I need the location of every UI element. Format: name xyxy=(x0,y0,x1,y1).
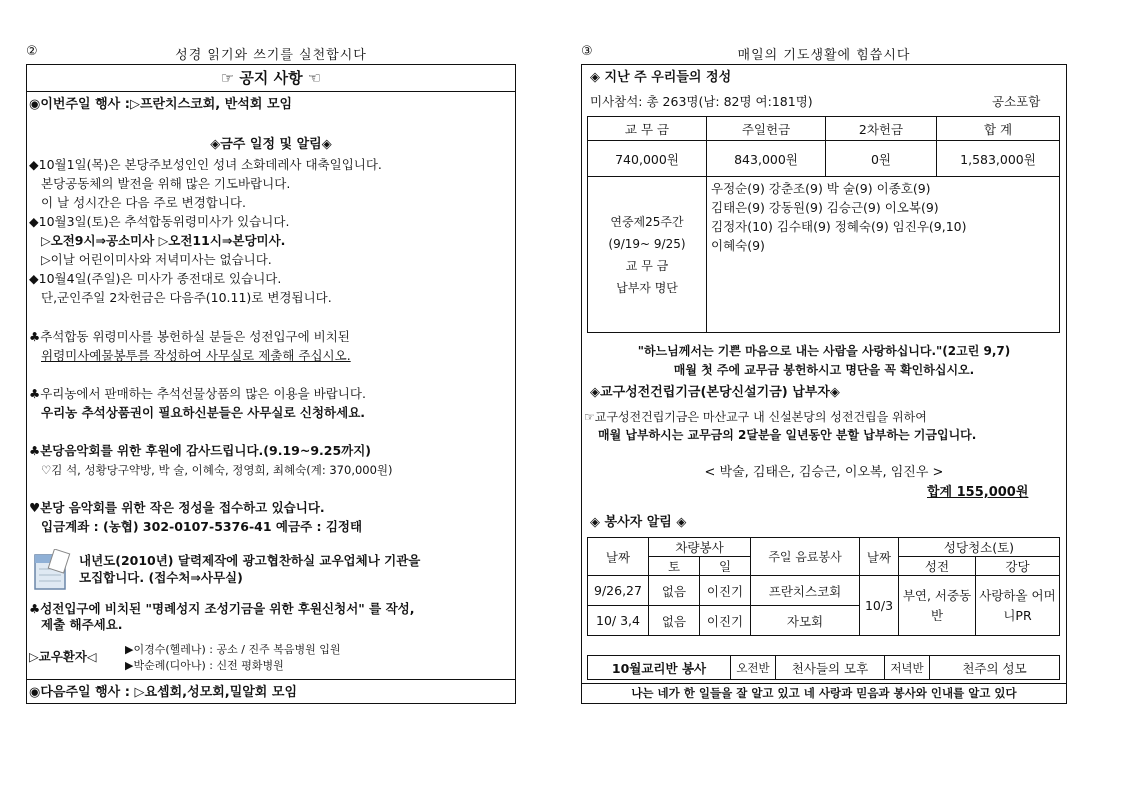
volunteer-title: ◈ 봉사자 알림 ◈ xyxy=(590,515,687,530)
evening-class-label: 저녁반 xyxy=(885,656,930,680)
building-fund-total: 합계 155,000원 xyxy=(927,485,1029,500)
notice-line: ◆10월3일(토)은 추석합동위령미사가 있습니다. xyxy=(29,214,290,229)
donor-line: 우정순(9) 강춘조(9) 박 술(9) 이종호(9) xyxy=(711,181,931,196)
sunday-offering-amount: 843,000원 xyxy=(707,141,826,177)
row-drink: 자모회 xyxy=(751,606,860,636)
notice-panel xyxy=(26,64,516,704)
footer-verse: 나는 네가 한 일들을 잘 알고 있고 네 사랑과 믿음과 봉사와 인내를 알고 있다 xyxy=(631,686,1017,700)
farm-notice: ♣우리농에서 판매하는 추석선물상품의 많은 이용을 바랍니다. xyxy=(29,386,366,401)
row-sun: 이진기 xyxy=(700,606,751,636)
page-motto: 매일의 기도생활에 힘씁시다 xyxy=(737,48,911,63)
rosary-label: 10월교리반 봉사 xyxy=(588,656,731,680)
offering-table xyxy=(587,116,1060,333)
volunteer-table xyxy=(587,537,1060,636)
notice-line: 본당공동체의 발전을 위해 많은 기도바랍니다. xyxy=(41,176,291,191)
header-cleaning: 성당청소(토) xyxy=(899,538,1060,557)
patient-label: ▷교우환자◁ xyxy=(29,649,97,664)
concert-donation: ♥본당 음악회를 위한 작은 정성을 접수하고 있습니다. xyxy=(29,500,325,515)
row-sat: 없음 xyxy=(649,576,700,606)
offering-header: 교 무 금 xyxy=(588,117,707,141)
notice-line: ◆10월4일(주일)은 미사가 종전대로 있습니다. xyxy=(29,271,282,286)
header-sanctuary: 성전 xyxy=(899,557,976,576)
concert-thanks: ♣본당음악회를 위한 후원에 감사드립니다.(9.19~9.25까지) xyxy=(29,443,372,458)
cleaning-date: 10/3 xyxy=(860,576,899,636)
cleaning-hall: 사랑하올 어머니PR xyxy=(976,576,1060,636)
donor-line: 김정자(10) 김수태(9) 정혜숙(9) 임진우(9,10) xyxy=(711,219,967,234)
offering-header: 2차헌금 xyxy=(826,117,937,141)
total-amount: 1,583,000원 xyxy=(937,141,1060,177)
header-sat: 토 xyxy=(649,557,700,576)
attendance-note: 공소포함 xyxy=(992,94,1041,109)
second-offering-amount: 0원 xyxy=(826,141,937,177)
rosary-table xyxy=(587,655,1060,680)
tithe-amount: 740,000원 xyxy=(588,141,707,177)
row-date: 9/26,27 xyxy=(588,576,649,606)
patient-entry: ▶박순례(디아나) : 신전 평화병원 xyxy=(125,659,284,672)
page-number: ③ xyxy=(581,44,593,59)
donor-list xyxy=(707,177,1060,333)
morning-class-value: 천사들의 모후 xyxy=(776,656,885,680)
donor-line: 이혜숙(9) xyxy=(711,238,765,253)
patient-entry: ▶이경수(헬레나) : 공소 / 진주 복음병원 입원 xyxy=(125,643,341,656)
row-date: 10/ 3,4 xyxy=(588,606,649,636)
header-drink-service: 주일 음료봉사 xyxy=(751,538,860,576)
notice-line: ◆10월1일(목)은 본당주보성인인 성녀 소화데레사 대축일입니다. xyxy=(29,157,382,172)
memorial-mass-notice: ♣추석합동 위령미사를 봉헌하실 분들은 성전입구에 비치된 xyxy=(29,329,350,344)
concert-donors: ♡김 석, 성황당구약방, 박 술, 이혜숙, 정영희, 최혜숙(계: 370,000원) xyxy=(41,463,393,477)
notice-line: ▷오전9시⇒공소미사 ▷오전11시⇒본당미사. xyxy=(41,233,286,248)
tithe-reminder: 매월 첫 주에 교무금 봉헌하시고 명단을 꼭 확인하십시오. xyxy=(673,363,975,377)
donor-line: 김태은(9) 강동원(9) 김승근(9) 이오복(9) xyxy=(711,200,939,215)
building-fund-desc: ☞교구성전건립기금은 마산교구 내 신설본당의 성전건립을 위하여 xyxy=(584,410,927,424)
bible-verse: "하느님께서는 기쁜 마음으로 내는 사람을 사랑하십니다."(2고린 9,7) xyxy=(637,344,1011,358)
header-hall: 강당 xyxy=(976,557,1060,576)
header-car-service: 차량봉사 xyxy=(649,538,751,557)
notice-line: 단,군인주일 2차헌금은 다음주(10.11)로 변경됩니다. xyxy=(41,290,332,305)
bank-account: 입금계좌 : (농협) 302-0107-5376-41 예금주 : 김정태 xyxy=(41,519,363,534)
notice-line: 이 날 성시간은 다음 주로 변경합니다. xyxy=(41,195,246,210)
header-date-2: 날짜 xyxy=(860,538,899,576)
calendar-ad-notice: 내년도(2010년) 달력제작에 광고협찬하실 교우업체나 기관을 xyxy=(79,553,421,568)
memorial-mass-notice: 위령미사예물봉투를 작성하여 사무실로 제출해 주십시오. xyxy=(41,348,351,363)
row-sun: 이진기 xyxy=(700,576,751,606)
cleaning-sanctuary: 부연, 서중동반 xyxy=(899,576,976,636)
header-sun: 일 xyxy=(700,557,751,576)
mass-attendance: 미사참석: 총 263명(남: 82명 여:181명) xyxy=(590,94,813,109)
pilgrim-site-notice: 제출 해주세요. xyxy=(41,617,123,632)
farm-notice: 우리농 추석상품권이 필요하신분들은 사무실로 신청하세요. xyxy=(41,405,366,420)
next-week-event: ◉다음주일 행사 : ▷요셉회,성모회,밀알회 모임 xyxy=(29,685,298,700)
morning-class-label: 오전반 xyxy=(731,656,776,680)
offering-title: ◈ 지난 주 우리들의 정성 xyxy=(590,70,732,85)
schedule-title: ◈금주 일정 및 알림◈ xyxy=(210,137,332,152)
offering-header: 주일헌금 xyxy=(707,117,826,141)
parish-info-panel xyxy=(581,64,1067,704)
notice-title: ☞ 공지 사항 ☜ xyxy=(27,65,515,92)
building-fund-desc: 매월 납부하시는 교무금의 2달분을 일년동안 분할 납부하는 기금입니다. xyxy=(598,428,977,442)
this-week-event: ◉이번주일 행사 :▷프란치스코회, 반석회 모임 xyxy=(29,97,293,112)
page-number: ② xyxy=(26,44,38,59)
calendar-ad-notice: 모집합니다. (접수처⇒사무실) xyxy=(79,570,243,585)
pilgrim-site-notice: ♣성전입구에 비치된 "명례성지 조성기금을 위한 후원신청서" 를 작성, xyxy=(29,601,415,616)
page-motto: 성경 읽기와 쓰기를 실천합시다 xyxy=(175,48,367,63)
building-fund-title: ◈교구성전건립기금(본당신설기금) 납부자◈ xyxy=(590,385,840,400)
evening-class-value: 천주의 성모 xyxy=(930,656,1060,680)
row-sat: 없음 xyxy=(649,606,700,636)
row-drink: 프란치스코회 xyxy=(751,576,860,606)
calendar-icon xyxy=(31,549,71,593)
header-date: 날짜 xyxy=(588,538,649,576)
donor-list-label: 연중제25주간 (9/19~ 9/25) 교 무 금 납부자 명단 xyxy=(588,177,707,333)
offering-header: 합 계 xyxy=(937,117,1060,141)
notice-line: ▷이날 어린이미사와 저녁미사는 없습니다. xyxy=(41,252,272,267)
building-fund-donors: < 박술, 김태은, 김승근, 이오복, 임진우 > xyxy=(704,465,944,480)
